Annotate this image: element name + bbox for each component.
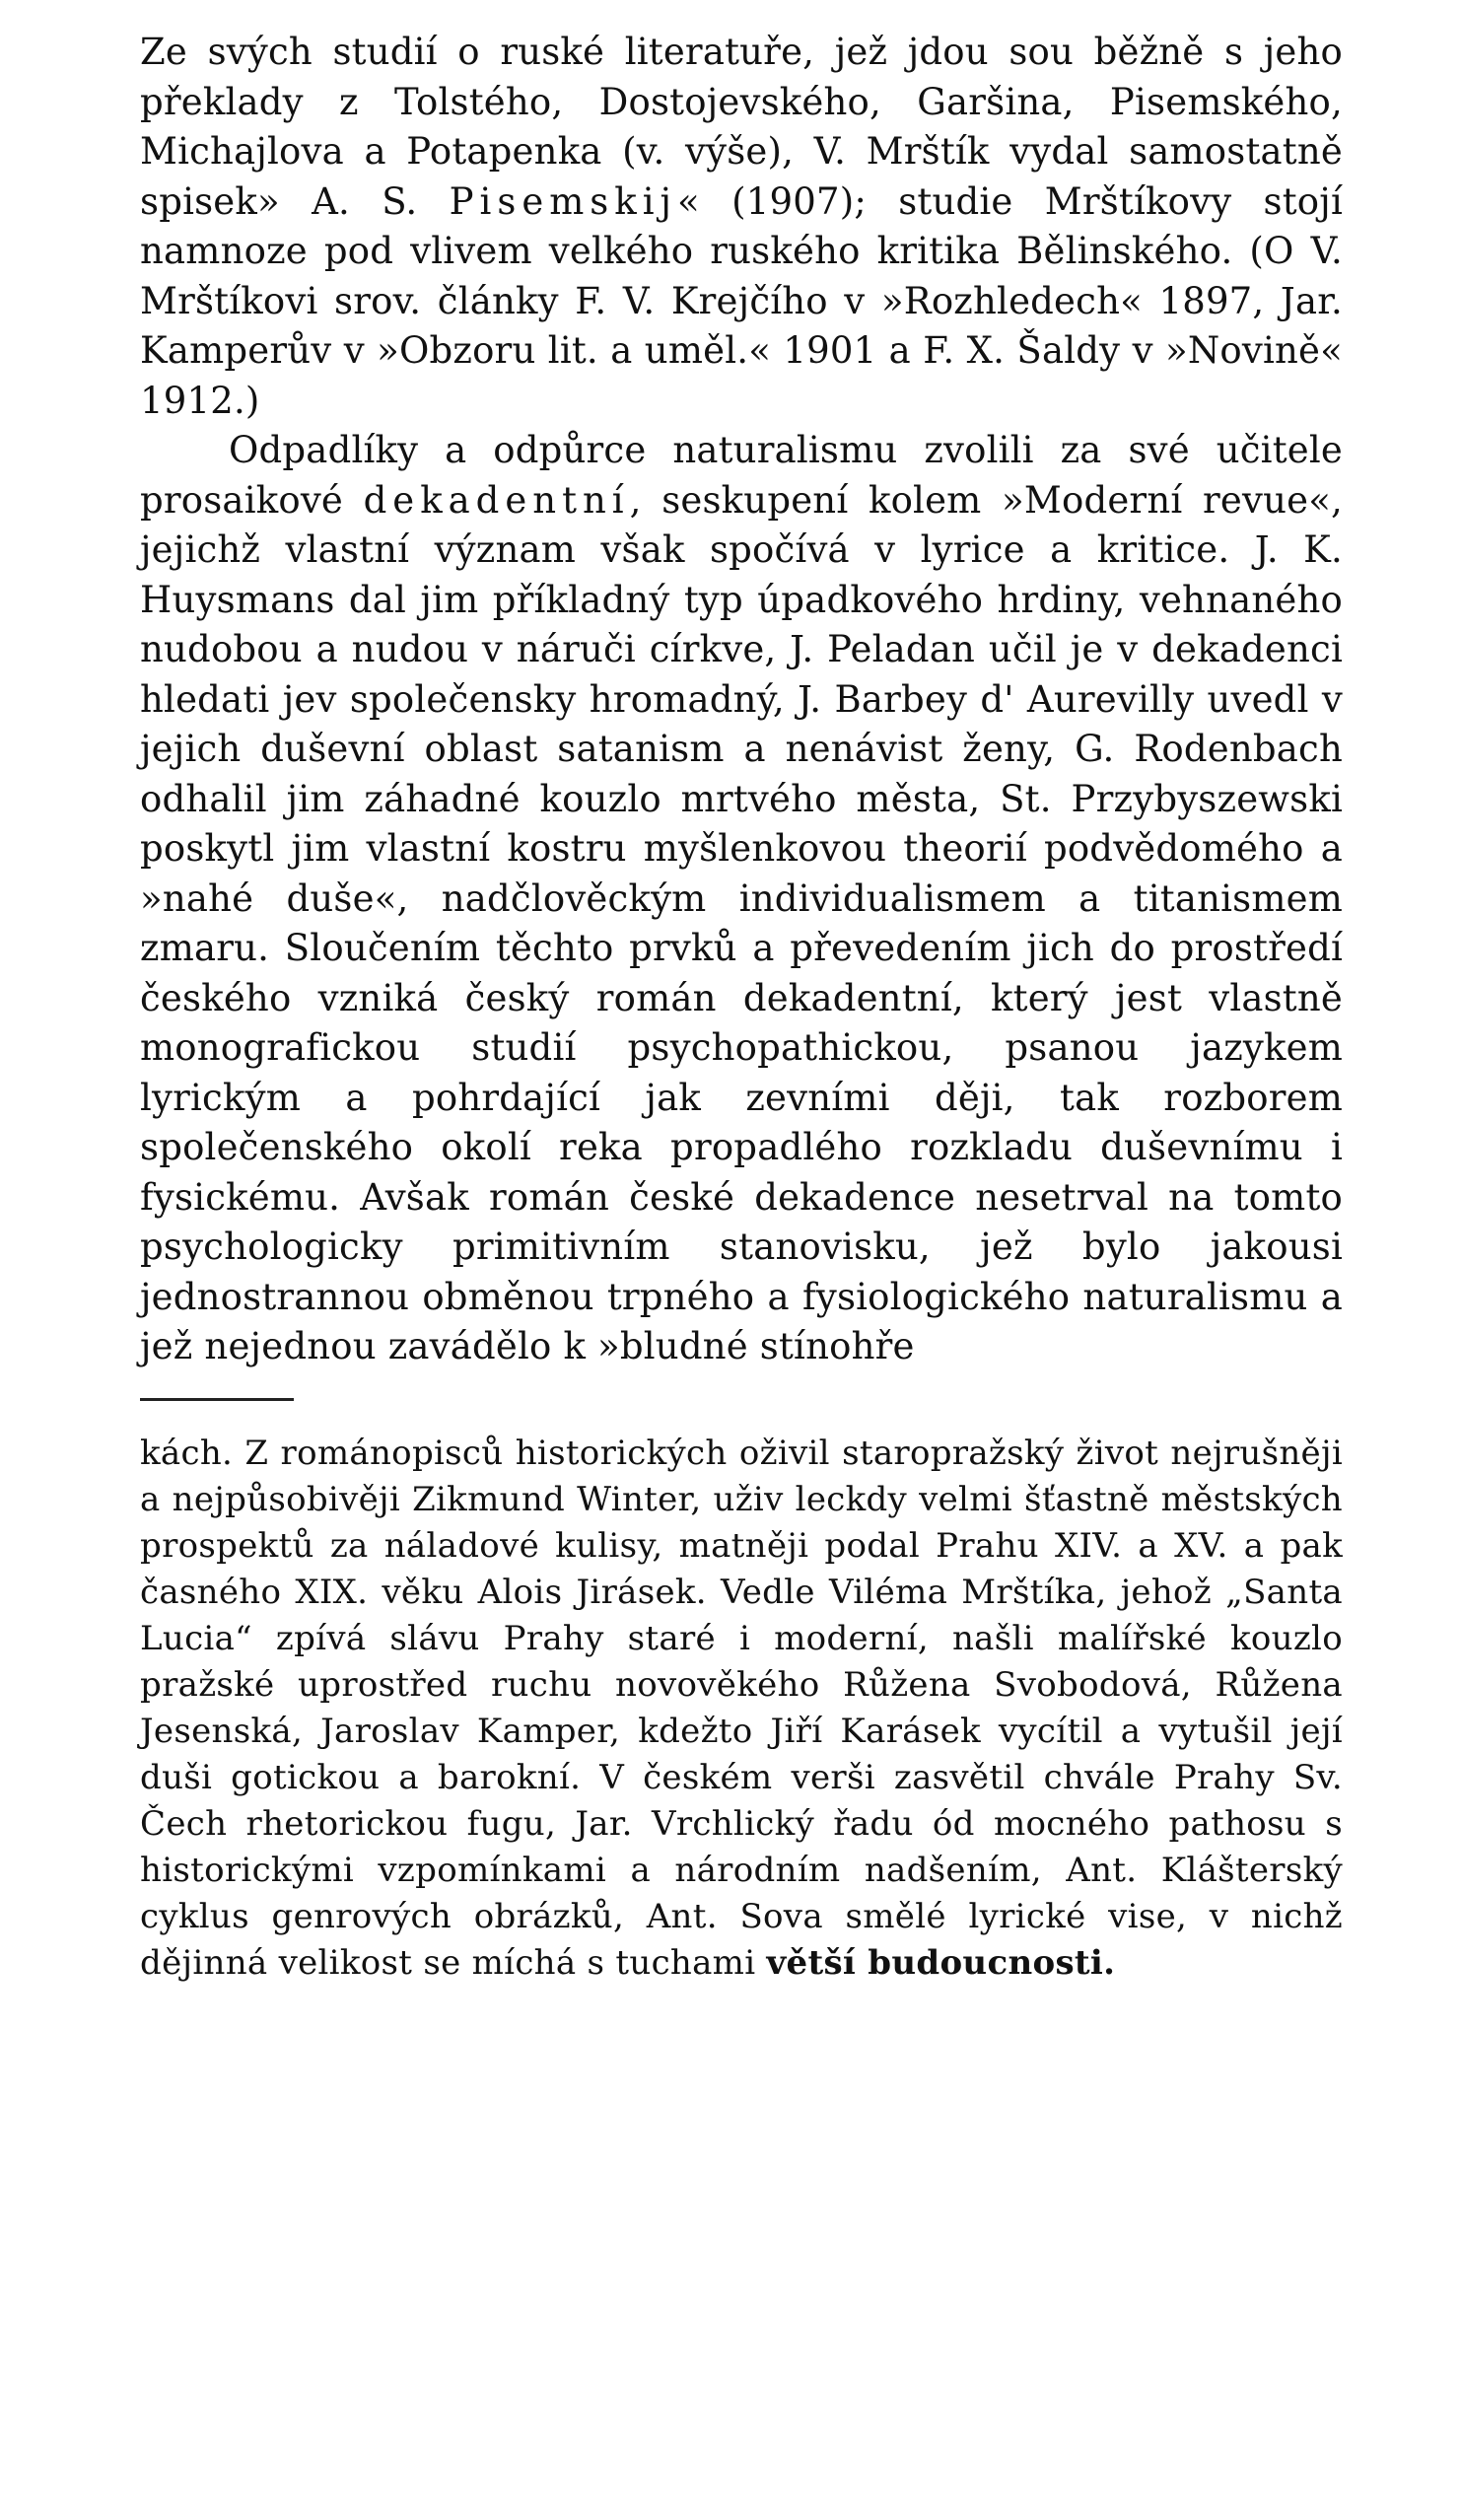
author-name-spaced: Pisemskij <box>449 179 678 223</box>
paragraph-2-text-b: , seskupení kolem »Moderní revue«, jejichž vlastní význam však spočívá v lyrice a kritice. J. K. Huysmans dal jim příkladný typ úpadkového hrdiny, vehnaného nudobou a nudou v náruči církve, J. Peladan učil je v dekadenci hledati jev společensky hromadný, J. Barbey d' Aurevilly uvedl v jejich duševní oblast satanism a nenávist ženy, G. Rodenbach odhalil jim záhadné kouzlo mrtvého města, St. Przybyszewski poskytl jim vlastní kostru myšlenkovou theorií podvědomého a »nahé duše«, nadčlověckým individualismem a titanismem zmaru. Sloučením těchto prvků a převedením jich do prostředí českého vzniká český román dekadentní, který jest vlastně monografickou studií psychopathickou, psanou jazykem lyrickým a pohrdající jak zevními ději, tak rozborem společenského okolí reka propadlého rozkladu duševnímu i fysickému. Avšak román české dekadence nesetrval na tomto psychologicky primitivním stanovisku, jež bylo jakousi jednostrannou obměnou trpného a fysiologického naturalismu a jež nejednou zavádělo k »bludné stínohře <box>140 478 1343 1367</box>
document-page <box>140 28 1343 1987</box>
paragraph-1 <box>140 28 1343 426</box>
paragraph-2 <box>140 426 1343 1372</box>
paragraph-1-text-a: Ze svých studií o ruské literatuře, jež jdou sou běžně s jeho překlady z Tolstého, Dostojevského, Garšina, Pisemského, Michajlova a Potapenka (v. výše), V. Mrštík vydal samostatně spisek» A. S. <box>140 31 1343 223</box>
term-spaced: dekadentní <box>363 478 630 522</box>
main-text <box>140 28 1343 1372</box>
footnote-paragraph <box>140 1431 1343 1987</box>
footnote-text: kách. Z románopisců historických oživil staropražský život nejrušněji a nejpůsobivěji Zikmund Winter, uživ leckdy velmi šťastně městských prospektů za náladové kulisy, matněji podal Prahu XIV. a XV. a pak časného XIX. věku Alois Jirásek. Vedle Viléma Mrštíka, jehož „Santa Lucia“ zpívá slávu Prahy staré i moderní, našli malířské kouzlo pražské uprostřed ruchu novověkého Růžena Svobodová, Růžena Jesenská, Jaroslav Kamper, kdežto Jiří Karásek vycítil a vytušil její duši gotickou a barokní. V českém verši zasvětil chvále Prahy Sv. Čech rhetorickou fugu, Jar. Vrchlický řadu ód mocného pathosu s historickými vzpomínkami a národním nadšením, Ant. Klášterský cyklus genrových obrázků, Ant. Sova smělé lyrické vise, v nichž dějinná velikost se míchá s tuchami <box>140 1433 1343 1983</box>
paragraph-1-text-b: « (1907); studie Mrštíkovy stojí namnoze pod vlivem velkého ruského kritika Bělinského. (O V. Mrštíkovi srov. články F. V. Krejčího v »Rozhledech« 1897, Jar. Kamperův v »Obzoru lit. a uměl.« 1901 a F. X. Šaldy v »Novině« 1912.) <box>140 179 1343 422</box>
footnote-divider <box>140 1398 294 1401</box>
footnote <box>140 1431 1343 1987</box>
footnote-ending: větší budoucnosti. <box>766 1942 1116 1983</box>
paragraph-2-text-a: Odpadlíky a odpůrce naturalismu zvolili za své učitele prosaikové <box>140 429 1343 522</box>
